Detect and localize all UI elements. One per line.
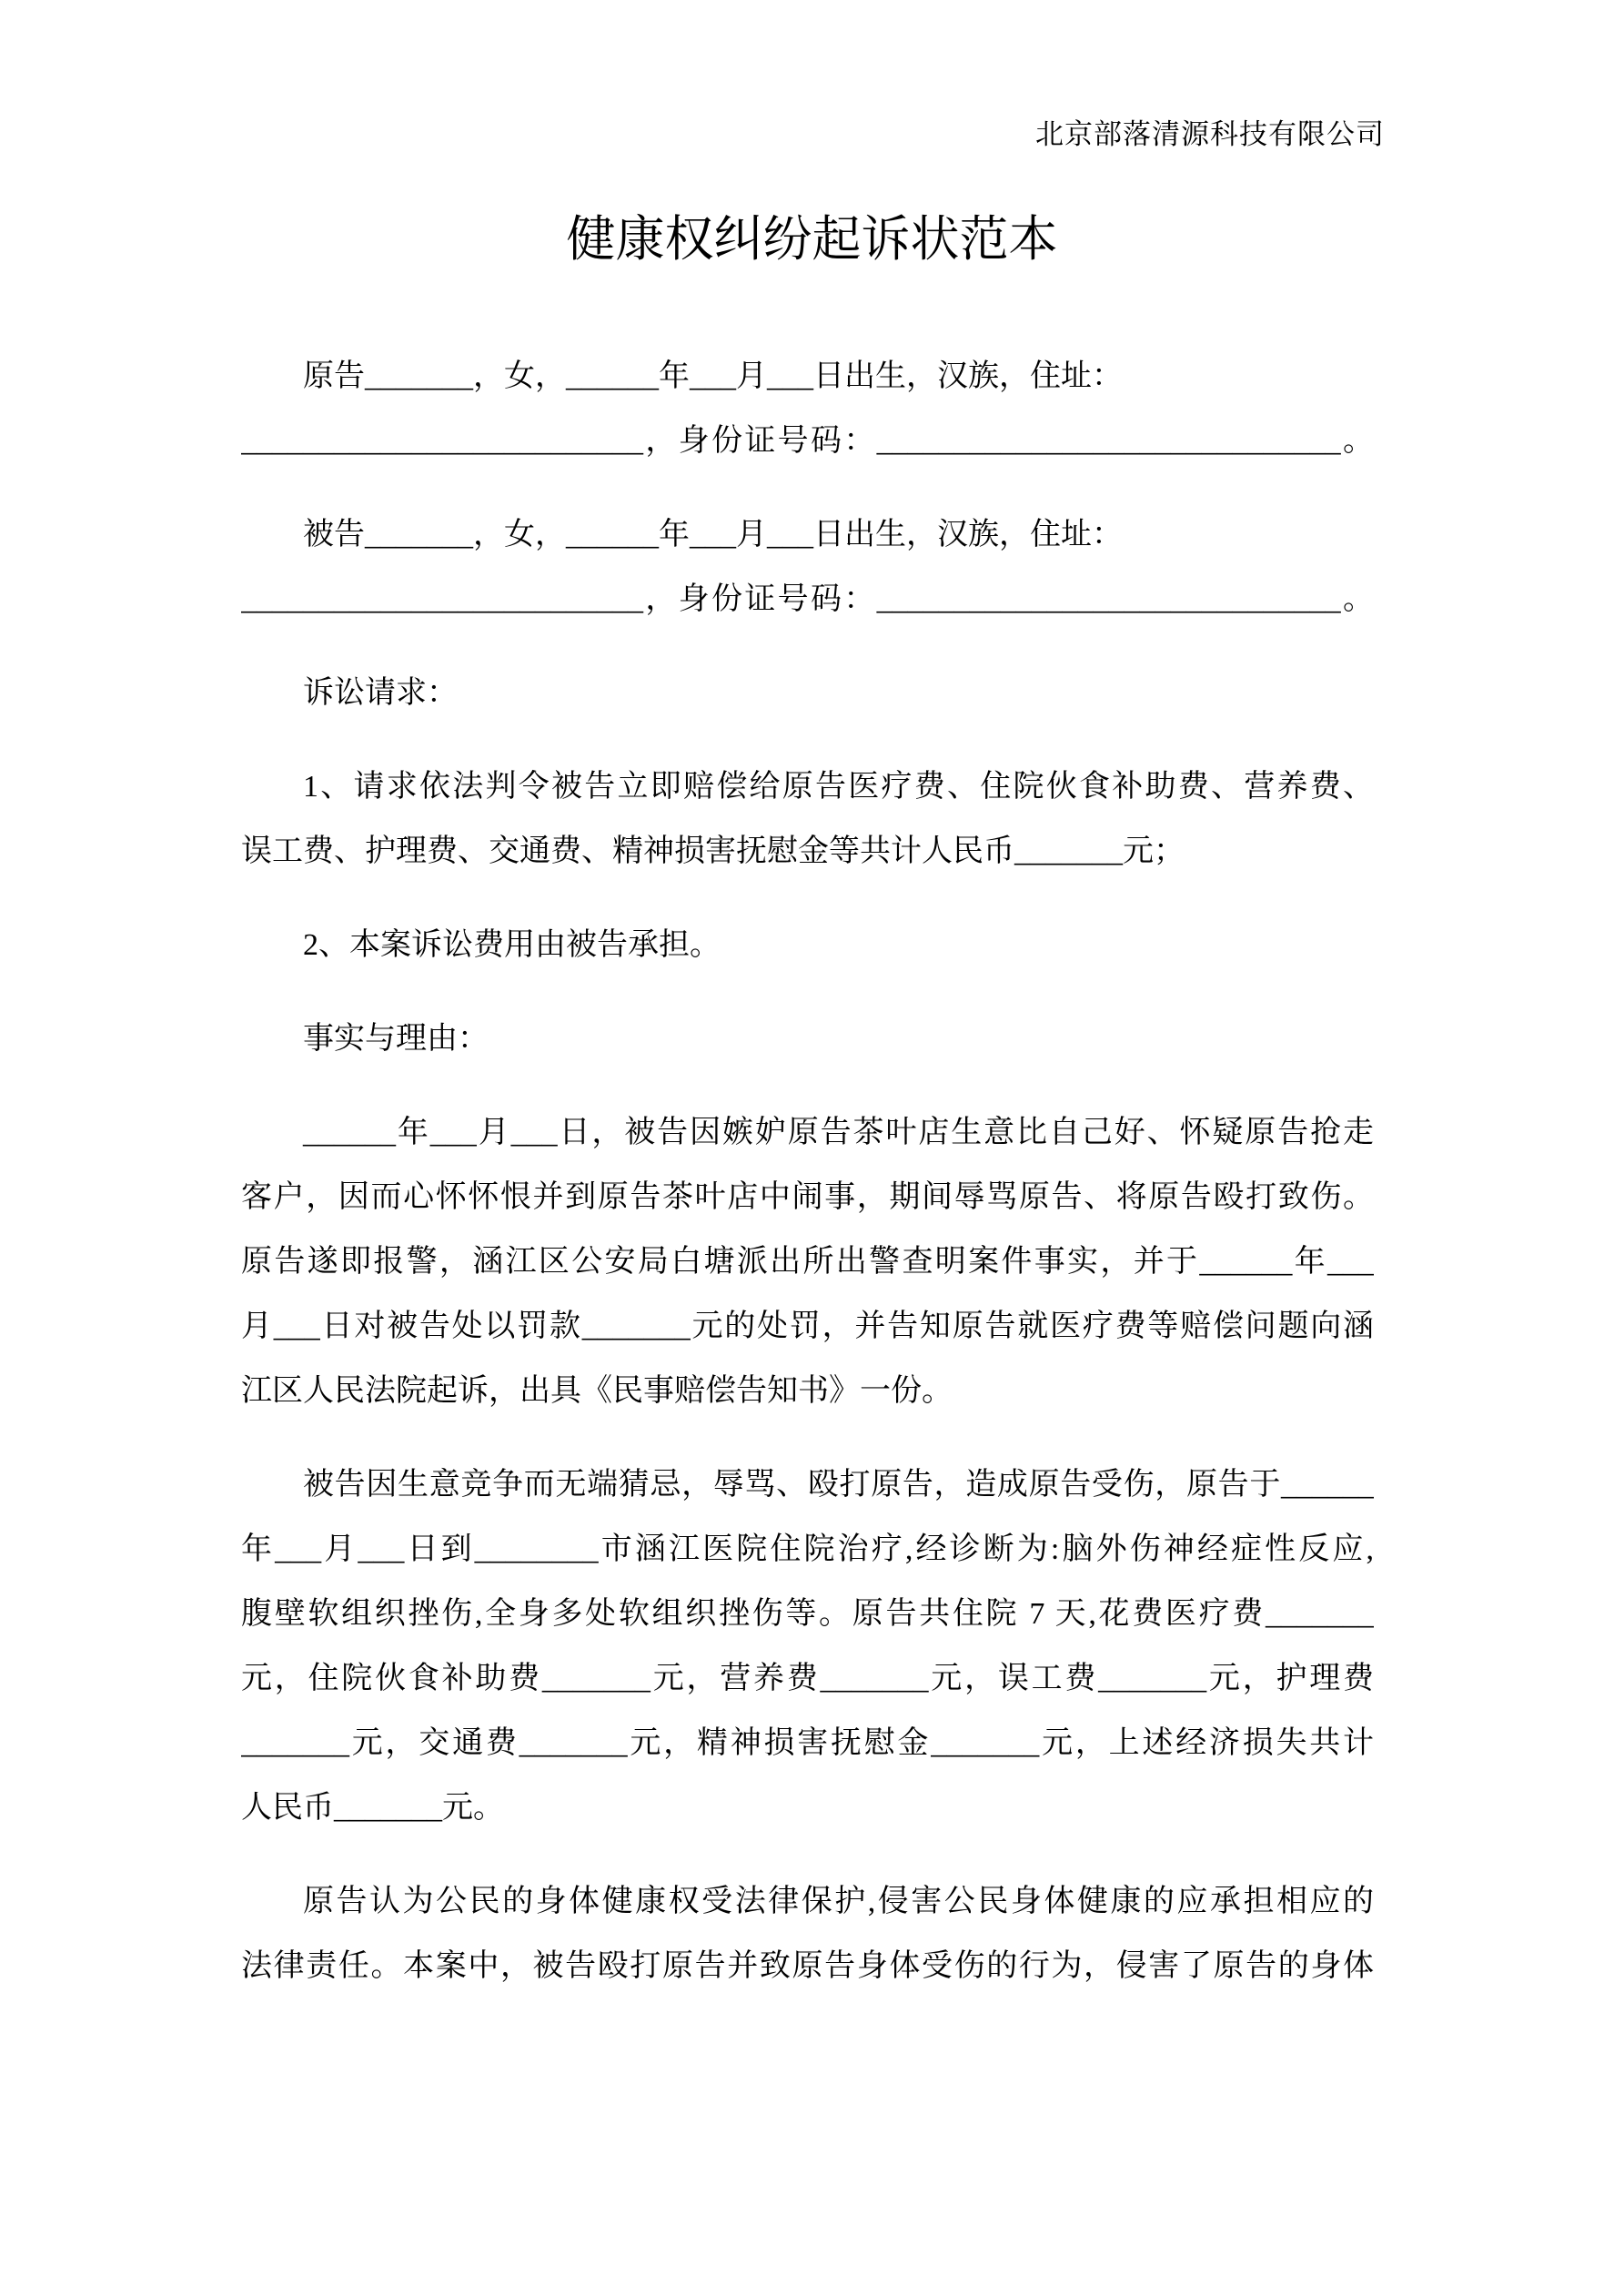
claim-item-2 <box>241 913 1374 977</box>
document-line: 法律责任。本案中，被告殴打原告并致原告身体受伤的行为，侵害了原告的身体 <box>241 1949 1374 1983</box>
company-header: 北京部落清源科技有限公司 <box>1035 118 1385 150</box>
document-line: 事实与理由： <box>303 1022 489 1056</box>
document-line: 人民币_______元。 <box>241 1791 504 1825</box>
document-body <box>0 271 1624 1998</box>
document-line: __________________________，身份证号码：______________________________。 <box>241 424 1374 458</box>
document-line: 1、请求依法判令被告立即赔偿给原告医疗费、住院伙食补助费、营养费、 <box>303 770 1374 804</box>
document-line: 诉讼请求： <box>303 676 458 710</box>
claim-item-1 <box>241 754 1374 884</box>
document-line: 2、本案诉讼费用由被告承担。 <box>303 928 721 962</box>
claims-heading <box>241 661 1374 725</box>
document-line: 原告认为公民的身体健康权受法律保护,侵害公民身体健康的应承担相应的 <box>303 1885 1374 1918</box>
document-line: 原告遂即报警，涵江区公安局白塘派出所出警查明案件事实，并于______年___ <box>241 1245 1374 1279</box>
facts-heading <box>241 1006 1374 1071</box>
document-line: 江区人民法院起诉，出具《民事赔偿告知书》一份。 <box>241 1374 953 1408</box>
document-line: 元，住院伙食补助费_______元，营养费_______元，误工费_______元，护理费 <box>241 1662 1374 1695</box>
legal-basis-paragraph <box>241 1869 1374 1998</box>
document-line: 月___日对被告处以罚款_______元的处罚，并告知原告就医疗费等赔偿问题向涵 <box>241 1310 1374 1343</box>
document-line: 腹壁软组织挫伤,全身多处软组织挫伤等。原告共住院 7 天,花费医疗费_______ <box>241 1597 1374 1631</box>
defendant-paragraph <box>241 502 1374 632</box>
document-line: 误工费、护理费、交通费、精神损害抚慰金等共计人民币_______元； <box>241 834 1185 868</box>
document-line: ______年___月___日，被告因嫉妒原告茶叶店生意比自己好、怀疑原告抢走 <box>303 1116 1374 1149</box>
incident-paragraph <box>241 1100 1374 1423</box>
document-line: 年___月___日到________市涵江医院住院治疗,经诊断为:脑外伤神经症性反应, <box>241 1532 1374 1566</box>
document-line: 客户，因而心怀怀恨并到原告茶叶店中闹事，期间辱骂原告、将原告殴打致伤。 <box>241 1180 1374 1214</box>
document-line: __________________________，身份证号码：______________________________。 <box>241 582 1374 616</box>
plaintiff-paragraph <box>241 344 1374 473</box>
document-title: 健康权纠纷起诉状范本 <box>566 212 1058 267</box>
document-line: 被告_______，女，______年___月___日出生，汉族，住址： <box>303 518 1123 551</box>
document-line: 原告_______，女，______年___月___日出生，汉族，住址： <box>303 359 1123 393</box>
damages-paragraph <box>241 1452 1374 1840</box>
document-line: _______元，交通费_______元，精神损害抚慰金_______元，上述经济损失共计 <box>241 1726 1374 1760</box>
document-line: 被告因生意竞争而无端猜忌，辱骂、殴打原告，造成原告受伤，原告于______ <box>303 1468 1374 1502</box>
